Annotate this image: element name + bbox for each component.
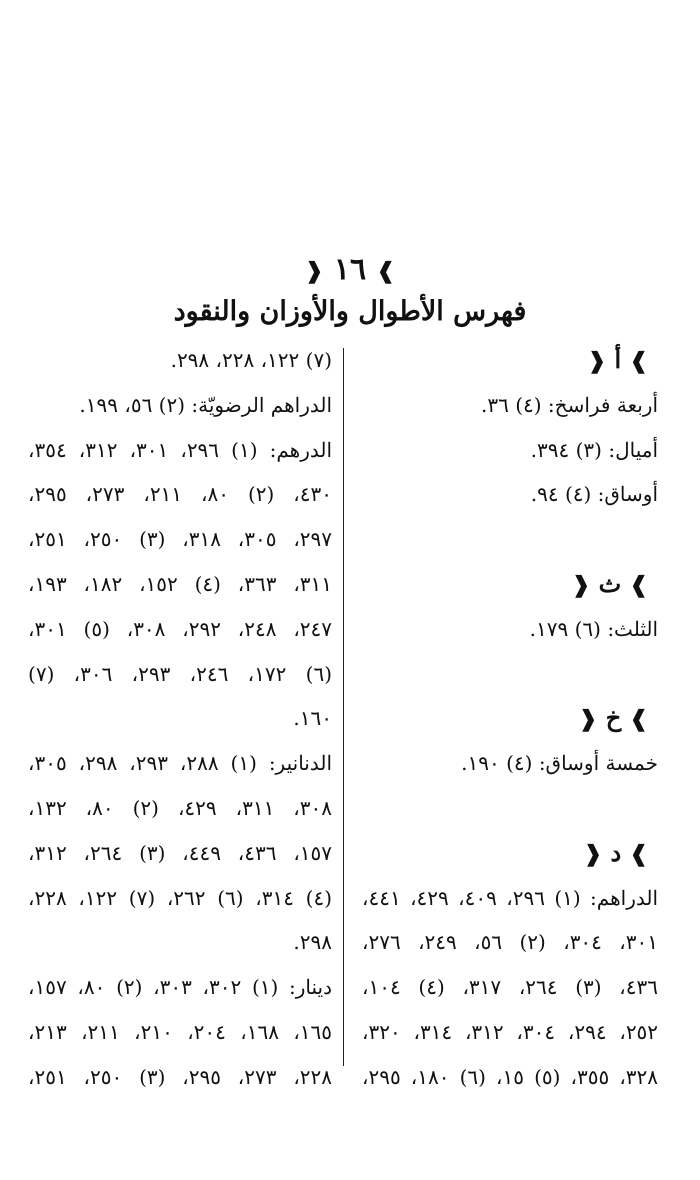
section-number: ١٦ (333, 252, 367, 287)
index-entry: ١٦٥، ١٦٨، ٢٠٤، ٢١٠، ٢١١، ٢١٣، (28, 1019, 332, 1044)
index-entry: ٣٠١، ٣٠٤، (٢) ٥٦، ٢٤٩، ٢٧٦، (362, 930, 658, 955)
index-entry: ٢٩٧، ٣٠٥، ٣١٨، (٣) ٢٥٠، ٢٥١، (28, 527, 332, 552)
index-entry: ٢٤٧، ٢٤٨، ٢٩٢، ٣٠٨، (٥) ٣٠١، (28, 616, 332, 641)
ornament-left-icon: ❰ (304, 258, 324, 284)
index-entry: ٣١١، ٣٦٣، (٤) ١٥٢، ١٨٢، ١٩٣، (28, 571, 332, 596)
index-entry: ٢٩٨. (293, 930, 332, 955)
index-entry: الدراهم: (١) ٢٩٦، ٤٠٩، ٤٢٩، ٤٤١، (362, 885, 658, 910)
spacer (362, 517, 658, 562)
index-entry: ٣٠٨، ٣١١، ٤٢٩، (٢) ٨٠، ١٣٢، (28, 795, 332, 820)
left-column (28, 338, 332, 1100)
index-entry: الثلث: (٦) ١٧٩. (529, 616, 658, 641)
index-entry: أميال: (٣) ٣٩٤. (530, 437, 658, 462)
index-entry: الدنانير: (١) ٢٨٨، ٢٩٣، ٢٩٨، ٣٠٥، (28, 751, 332, 776)
column-divider (343, 348, 344, 1066)
index-entry: ٢٢٨، ٢٧٣، ٢٩٥، (٣) ٢٥٠، ٢٥١، (28, 1064, 332, 1089)
index-entry: (٦) ١٧٢، ٢٤٦، ٢٩٣، ٣٠٦، (٧) (28, 661, 332, 686)
index-entry: الدرهم: (١) ٢٩٦، ٣٠١، ٣١٢، ٣٥٤، (28, 437, 332, 462)
letter-heading-alef: ❱ أ ❰ (587, 345, 648, 375)
index-entry: ٢٥٢، ٢٩٤، ٣٠٤، ٣١٢، ٣١٤، ٣٢٠، (362, 1019, 658, 1044)
letter-heading-dal: ❱ د ❰ (583, 837, 648, 867)
page-title: فهرس الأطوال والأوزان والنقود (173, 296, 527, 327)
spacer (362, 786, 658, 831)
index-entry: ٤٣٠، (٢) ٨٠، ٢١١، ٢٧٣، ٢٩٥، (28, 482, 332, 507)
letter-heading-tha: ❱ ث ❰ (571, 568, 648, 599)
index-entry: أوساق: (٤) ٩٤. (530, 482, 658, 507)
index-entry: أربعة فراسخ: (٤) ٣٦. (481, 392, 658, 417)
index-entry: (٧) ١٢٢، ٢٢٨، ٢٩٨. (170, 348, 332, 372)
index-entry: خمسة أوساق: (٤) ١٩٠. (461, 751, 658, 776)
section-number-heading (0, 250, 700, 291)
index-entry: (٤) ٣١٤، (٦) ٢٦٢، (٧) ١٢٢، ٢٢٨، (28, 885, 332, 910)
index-entry: دينار: (١) ٣٠٢، ٣٠٣، (٢) ٨٠، ١٥٧، (28, 975, 332, 1000)
index-entry: الدراهم الرضويّة: (٢) ٥٦، ١٩٩. (79, 392, 332, 417)
index-entry: ١٦٠. (293, 706, 332, 731)
right-column (362, 338, 658, 1100)
letter-heading-kha: ❱ خ ❰ (578, 703, 648, 733)
index-entry: ٤٣٦، (٣) ٢٦٤، ٣١٧، (٤) ١٠٤، (362, 975, 658, 1000)
index-entry: ١٥٧، ٤٣٦، ٤٤٩، (٣) ٢٦٤، ٣١٢، (28, 840, 332, 865)
index-entry: ٣٢٨، ٣٥٥، (٥) ١٥، (٦) ١٨٠، ٢٩٥، (362, 1064, 658, 1089)
ornament-right-icon: ❱ (376, 258, 395, 284)
spacer (362, 652, 658, 697)
